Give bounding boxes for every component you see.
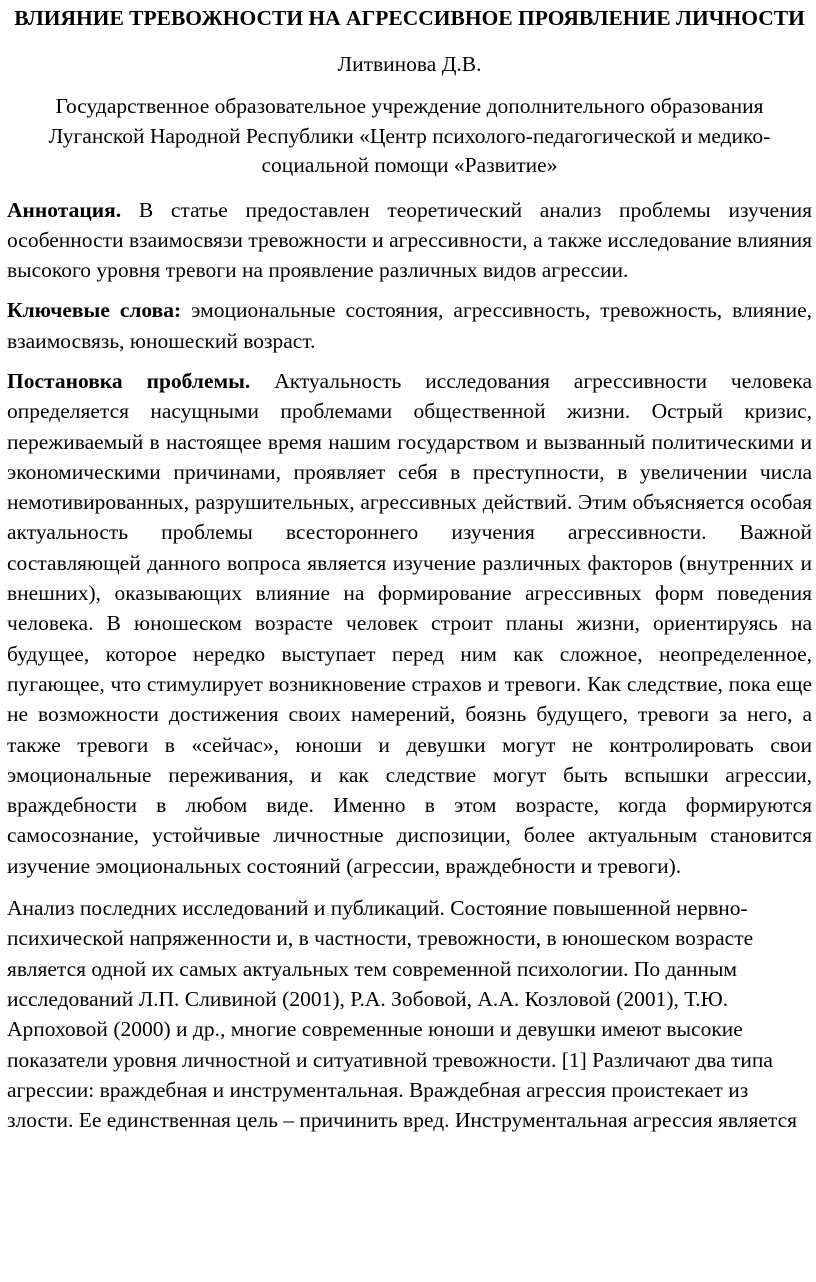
keywords-paragraph [7,295,812,356]
keywords-text: эмоциональные состояния, агрессивность, тревожность, влияние, взаимосвязь, юношеский возраст. [7,298,812,353]
annotation-text: В статье предоставлен теоретический анализ проблемы изучения особенности взаимосвязи тревожности и агрессивности, а также исследование влияния высокого уровня тревоги на проявление различных видов агрессии. [7,197,812,283]
author-name: Литвинова Д.В. [337,52,482,76]
author-affiliation: Государственное образовательное учреждение дополнительного образования Луганской Народной Республики «Центр психолого-педагогической и медико-социальной помощи «Развитие» [48,94,771,177]
annotation-label: Аннотация. [7,197,122,222]
keywords-label: Ключевые слова: [7,298,182,323]
problem-statement-paragraph [7,366,812,881]
problem-statement-text: Актуальность исследования агрессивности человека определяется насущными проблемами общественной жизни. Острый кризис, переживаемый в настоящее время нашим государством и вызванный политическими и экономическими причинами, проявляет себя в преступности, в увеличении числа немотивированных, разрушительных, агрессивных действий. Этим объясняется особая актуальность проблемы всестороннего изучения агрессивности. Важной составляющей данного вопроса является изучение различных факторов (внутренних и внешних), оказывающих влияние на формирование агрессивных форм поведения человека. В юношеском возрасте человек строит планы жизни, ориентируясь на будущее, которое нередко выступает перед ним как сложное, неопределенное, пугающее, что стимулирует возникновение страхов и тревоги. Как следствие, пока еще не возможности достижения своих намерений, боязнь будущего, тревоги за него, а также тревоги в «сейчас», юноши и девушки могут не контролировать свои эмоциональные переживания, и как следствие могут быть вспышки агрессии, враждебности в любом виде. Именно в этом возрасте, когда формируются самосознание, устойчивые личностные диспозиции, более актуальным становится изучение эмоциональных состояний (агрессии, враждебности и тревоги). [7,368,812,878]
problem-statement-label: Постановка проблемы. [7,368,251,393]
literature-analysis-paragraph: Анализ последних исследований и публикаций. Состояние повышенной нервно-психической напряженности и, в частности, тревожности, в юношеском возрасте является одной их самых актуальных тем современной психологии. По данным исследований Л.П. Сливиной (2001), Р.А. Зобовой, А.А. Козловой (2001), Т.Ю. Арпоховой (2000) и др., многие современные юноши и девушки имеют высокие показатели уровня личностной и ситуативной тревожности. [1] Различают два типа агрессии: враждебная и инструментальная. Враждебная агрессия проистекает из злости. Ее единственная цель – причинить вред. Инструментальная агрессия является [7,896,797,1133]
annotation-paragraph [7,195,812,286]
document-title: ВЛИЯНИЕ ТРЕВОЖНОСТИ НА АГРЕССИВНОЕ ПРОЯВЛЕНИЕ ЛИЧНОСТИ [14,6,805,30]
